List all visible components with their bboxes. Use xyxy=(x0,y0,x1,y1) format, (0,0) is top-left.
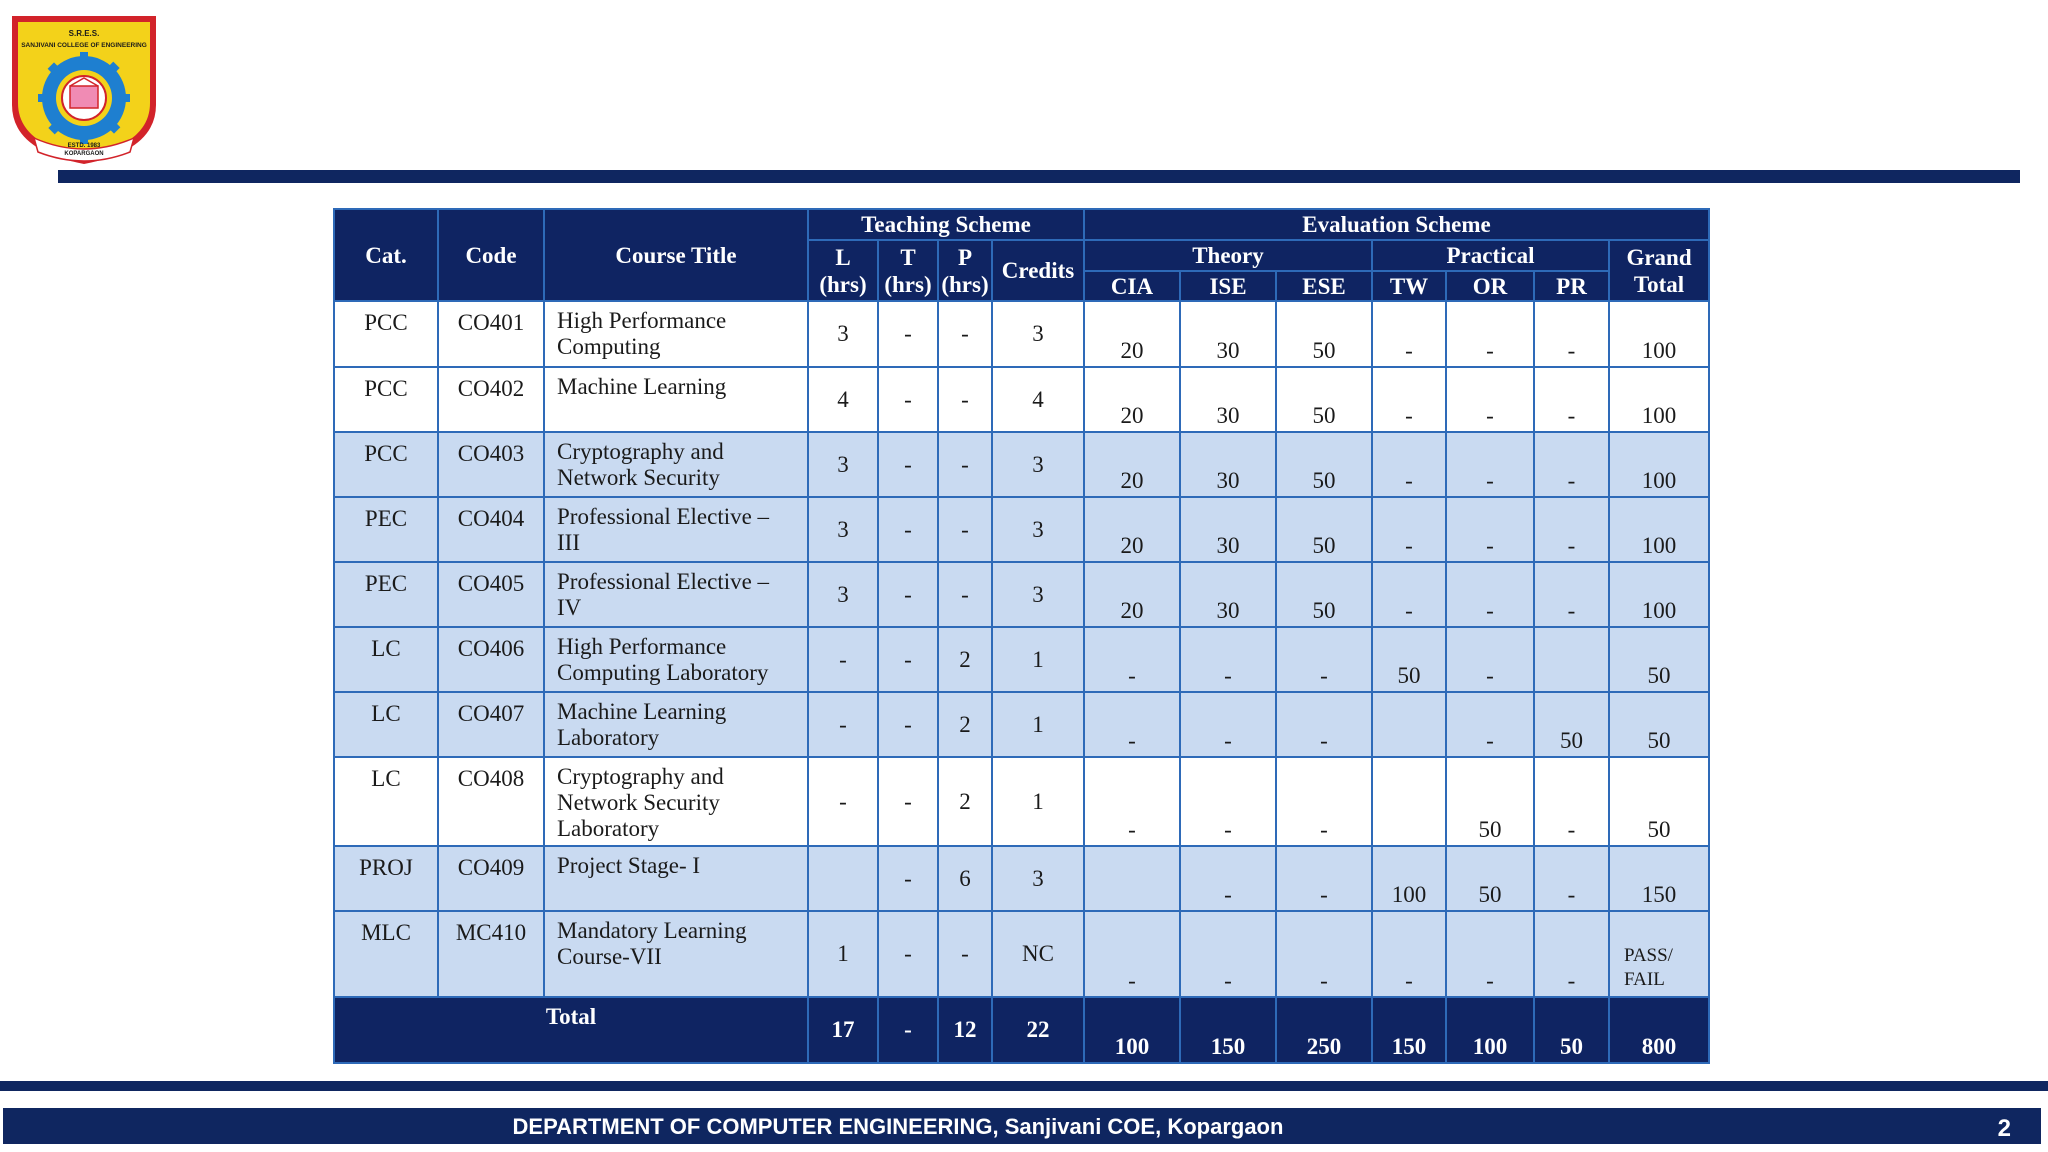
cell-ise: - xyxy=(1180,846,1276,911)
cell-title: High Performance Computing xyxy=(544,301,808,367)
cell-pr: - xyxy=(1534,757,1609,846)
cell-t: - xyxy=(878,911,938,997)
cell-grand-total: 150 xyxy=(1609,846,1709,911)
cell-ese: 50 xyxy=(1276,301,1372,367)
cell-credits: 3 xyxy=(992,432,1084,497)
cell-l: 1 xyxy=(808,911,878,997)
cell-ise: - xyxy=(1180,627,1276,692)
header-cat: Cat. xyxy=(334,209,438,301)
header-cia: CIA xyxy=(1084,271,1180,301)
cell-pr xyxy=(1534,627,1609,692)
cell-or: - xyxy=(1446,301,1534,367)
cell-tw: - xyxy=(1372,432,1446,497)
cell-l xyxy=(808,846,878,911)
cell-t: - xyxy=(878,562,938,627)
cell-or: - xyxy=(1446,367,1534,432)
table-row xyxy=(334,497,1709,562)
cell-or: - xyxy=(1446,911,1534,997)
cell-credits: 3 xyxy=(992,846,1084,911)
cell-code: CO401 xyxy=(438,301,544,367)
cell-tw: 100 xyxy=(1372,846,1446,911)
cell-credits: 3 xyxy=(992,562,1084,627)
cell-title: Cryptography and Network Security Laboratory xyxy=(544,757,808,846)
cell-cia: - xyxy=(1084,757,1180,846)
total-or: 100 xyxy=(1446,997,1534,1063)
header-course-title: Course Title xyxy=(544,209,808,301)
total-l: 17 xyxy=(808,997,878,1063)
curriculum-table xyxy=(333,208,1710,1064)
cell-cat: LC xyxy=(334,627,438,692)
cell-ise: 30 xyxy=(1180,367,1276,432)
cell-l: 3 xyxy=(808,497,878,562)
cell-or: - xyxy=(1446,562,1534,627)
cell-title: High Performance Computing Laboratory xyxy=(544,627,808,692)
cell-ise: - xyxy=(1180,911,1276,997)
footer-bar xyxy=(3,1108,2041,1144)
cell-cat: PEC xyxy=(334,562,438,627)
footer-rule xyxy=(0,1081,2048,1091)
cell-ise: - xyxy=(1180,692,1276,757)
cell-p: - xyxy=(938,911,992,997)
cell-code: CO405 xyxy=(438,562,544,627)
cell-l: 3 xyxy=(808,562,878,627)
total-t: - xyxy=(878,997,938,1063)
cell-code: CO406 xyxy=(438,627,544,692)
cell-tw: 50 xyxy=(1372,627,1446,692)
cell-ese: 50 xyxy=(1276,562,1372,627)
total-pr: 50 xyxy=(1534,997,1609,1063)
cell-t: - xyxy=(878,757,938,846)
cell-ese: - xyxy=(1276,692,1372,757)
cell-cat: PCC xyxy=(334,301,438,367)
table-row xyxy=(334,627,1709,692)
cell-tw: - xyxy=(1372,562,1446,627)
total-ese: 250 xyxy=(1276,997,1372,1063)
header-code: Code xyxy=(438,209,544,301)
cell-cat: LC xyxy=(334,692,438,757)
cell-ese: 50 xyxy=(1276,432,1372,497)
table-row xyxy=(334,911,1709,997)
cell-cat: PCC xyxy=(334,367,438,432)
header-or: OR xyxy=(1446,271,1534,301)
cell-or: - xyxy=(1446,497,1534,562)
header-ese: ESE xyxy=(1276,271,1372,301)
svg-text:ESTD. 1983: ESTD. 1983 xyxy=(67,143,101,149)
cell-l: - xyxy=(808,627,878,692)
cell-credits: 1 xyxy=(992,757,1084,846)
header-evaluation-scheme: Evaluation Scheme xyxy=(1084,209,1709,240)
cell-l: 3 xyxy=(808,301,878,367)
cell-cia: 20 xyxy=(1084,367,1180,432)
header-credits: Credits xyxy=(992,240,1084,301)
total-grand: 800 xyxy=(1609,997,1709,1063)
cell-tw xyxy=(1372,692,1446,757)
cell-p: - xyxy=(938,562,992,627)
cell-title: Machine Learning xyxy=(544,367,808,432)
cell-grand-total: 50 xyxy=(1609,627,1709,692)
cell-or: - xyxy=(1446,432,1534,497)
cell-cia: - xyxy=(1084,911,1180,997)
total-p: 12 xyxy=(938,997,992,1063)
cell-code: CO404 xyxy=(438,497,544,562)
curriculum-table-container xyxy=(333,208,1708,1068)
cell-p: 2 xyxy=(938,692,992,757)
header-teaching-scheme: Teaching Scheme xyxy=(808,209,1084,240)
footer-department: DEPARTMENT OF COMPUTER ENGINEERING, Sanjivani COE, Kopargaon xyxy=(512,1114,1284,1139)
cell-or: 50 xyxy=(1446,757,1534,846)
cell-l: - xyxy=(808,757,878,846)
cell-tw: - xyxy=(1372,497,1446,562)
cell-or: - xyxy=(1446,627,1534,692)
cell-t: - xyxy=(878,432,938,497)
cell-code: CO408 xyxy=(438,757,544,846)
cell-pr: - xyxy=(1534,497,1609,562)
cell-title: Cryptography and Network Security xyxy=(544,432,808,497)
cell-t: - xyxy=(878,301,938,367)
header-rule xyxy=(58,170,2020,183)
cell-pr: - xyxy=(1534,432,1609,497)
cell-ese: - xyxy=(1276,627,1372,692)
cell-pr: - xyxy=(1534,911,1609,997)
cell-grand-total: 50 xyxy=(1609,692,1709,757)
cell-credits: 1 xyxy=(992,627,1084,692)
cell-t: - xyxy=(878,692,938,757)
header-grand-total: Grand Total xyxy=(1609,240,1709,301)
cell-title: Mandatory Learning Course-VII xyxy=(544,911,808,997)
page-number: 2 xyxy=(1997,1115,2011,1142)
cell-code: CO407 xyxy=(438,692,544,757)
cell-cat: LC xyxy=(334,757,438,846)
total-ise: 150 xyxy=(1180,997,1276,1063)
cell-p: 2 xyxy=(938,757,992,846)
cell-tw: - xyxy=(1372,367,1446,432)
total-cia: 100 xyxy=(1084,997,1180,1063)
cell-l: - xyxy=(808,692,878,757)
cell-title: Machine Learning Laboratory xyxy=(544,692,808,757)
table-row xyxy=(334,846,1709,911)
cell-title: Project Stage- I xyxy=(544,846,808,911)
cell-pr: - xyxy=(1534,367,1609,432)
cell-l: 3 xyxy=(808,432,878,497)
total-credits: 22 xyxy=(992,997,1084,1063)
cell-t: - xyxy=(878,627,938,692)
cell-cia: - xyxy=(1084,692,1180,757)
cell-grand-total: 50 xyxy=(1609,757,1709,846)
cell-p: - xyxy=(938,301,992,367)
total-label: Total xyxy=(334,997,808,1063)
table-row xyxy=(334,562,1709,627)
cell-credits: 3 xyxy=(992,497,1084,562)
cell-cia: - xyxy=(1084,627,1180,692)
cell-ese: - xyxy=(1276,757,1372,846)
cell-cia: 20 xyxy=(1084,432,1180,497)
cell-cia: 20 xyxy=(1084,562,1180,627)
footer-rule-gap xyxy=(0,1092,2048,1093)
cell-credits: 3 xyxy=(992,301,1084,367)
cell-code: CO403 xyxy=(438,432,544,497)
cell-tw: - xyxy=(1372,911,1446,997)
cell-pr: - xyxy=(1534,301,1609,367)
cell-title: Professional Elective – III xyxy=(544,497,808,562)
table-row xyxy=(334,301,1709,367)
cell-tw: - xyxy=(1372,301,1446,367)
cell-cat: MLC xyxy=(334,911,438,997)
cell-cia: 20 xyxy=(1084,497,1180,562)
cell-p: 6 xyxy=(938,846,992,911)
cell-l: 4 xyxy=(808,367,878,432)
header-practical: Practical xyxy=(1372,240,1609,271)
cell-title: Professional Elective – IV xyxy=(544,562,808,627)
cell-ese: - xyxy=(1276,846,1372,911)
cell-grand-total: 100 xyxy=(1609,432,1709,497)
cell-code: MC410 xyxy=(438,911,544,997)
cell-grand-total: 100 xyxy=(1609,367,1709,432)
cell-p: 2 xyxy=(938,627,992,692)
cell-credits: NC xyxy=(992,911,1084,997)
svg-text:KOPARGAON: KOPARGAON xyxy=(64,151,104,157)
cell-grand-total: 100 xyxy=(1609,301,1709,367)
table-row xyxy=(334,757,1709,846)
cell-ise: 30 xyxy=(1180,301,1276,367)
total-tw: 150 xyxy=(1372,997,1446,1063)
header-t: T (hrs) xyxy=(878,240,938,301)
cell-ise: - xyxy=(1180,757,1276,846)
college-logo xyxy=(4,10,164,168)
cell-ise: 30 xyxy=(1180,432,1276,497)
cell-cat: PEC xyxy=(334,497,438,562)
table-row xyxy=(334,692,1709,757)
cell-p: - xyxy=(938,432,992,497)
cell-code: CO409 xyxy=(438,846,544,911)
cell-ese: 50 xyxy=(1276,497,1372,562)
cell-grand-total: 100 xyxy=(1609,497,1709,562)
cell-cia xyxy=(1084,846,1180,911)
table-row xyxy=(334,367,1709,432)
cell-grand-total: 100 xyxy=(1609,562,1709,627)
header-l: L (hrs) xyxy=(808,240,878,301)
cell-pr: - xyxy=(1534,846,1609,911)
cell-cia: 20 xyxy=(1084,301,1180,367)
cell-p: - xyxy=(938,367,992,432)
header-pr: PR xyxy=(1534,271,1609,301)
header-ise: ISE xyxy=(1180,271,1276,301)
cell-ese: 50 xyxy=(1276,367,1372,432)
cell-pr: - xyxy=(1534,562,1609,627)
cell-credits: 4 xyxy=(992,367,1084,432)
total-row xyxy=(334,997,1709,1063)
cell-pr: 50 xyxy=(1534,692,1609,757)
cell-t: - xyxy=(878,367,938,432)
cell-credits: 1 xyxy=(992,692,1084,757)
header-p: P (hrs) xyxy=(938,240,992,301)
cell-p: - xyxy=(938,497,992,562)
cell-t: - xyxy=(878,497,938,562)
cell-tw xyxy=(1372,757,1446,846)
cell-ise: 30 xyxy=(1180,562,1276,627)
cell-t: - xyxy=(878,846,938,911)
cell-ese: - xyxy=(1276,911,1372,997)
table-row xyxy=(334,432,1709,497)
cell-or: - xyxy=(1446,692,1534,757)
cell-grand-total: PASS/ FAIL xyxy=(1609,911,1709,997)
header-theory: Theory xyxy=(1084,240,1372,271)
cell-code: CO402 xyxy=(438,367,544,432)
cell-cat: PROJ xyxy=(334,846,438,911)
cell-or: 50 xyxy=(1446,846,1534,911)
cell-ise: 30 xyxy=(1180,497,1276,562)
svg-text:SANJIVANI COLLEGE OF ENGINEERI: SANJIVANI COLLEGE OF ENGINEERING xyxy=(21,42,147,49)
header-tw: TW xyxy=(1372,271,1446,301)
svg-text:S.R.E.S.: S.R.E.S. xyxy=(68,29,100,38)
cell-cat: PCC xyxy=(334,432,438,497)
